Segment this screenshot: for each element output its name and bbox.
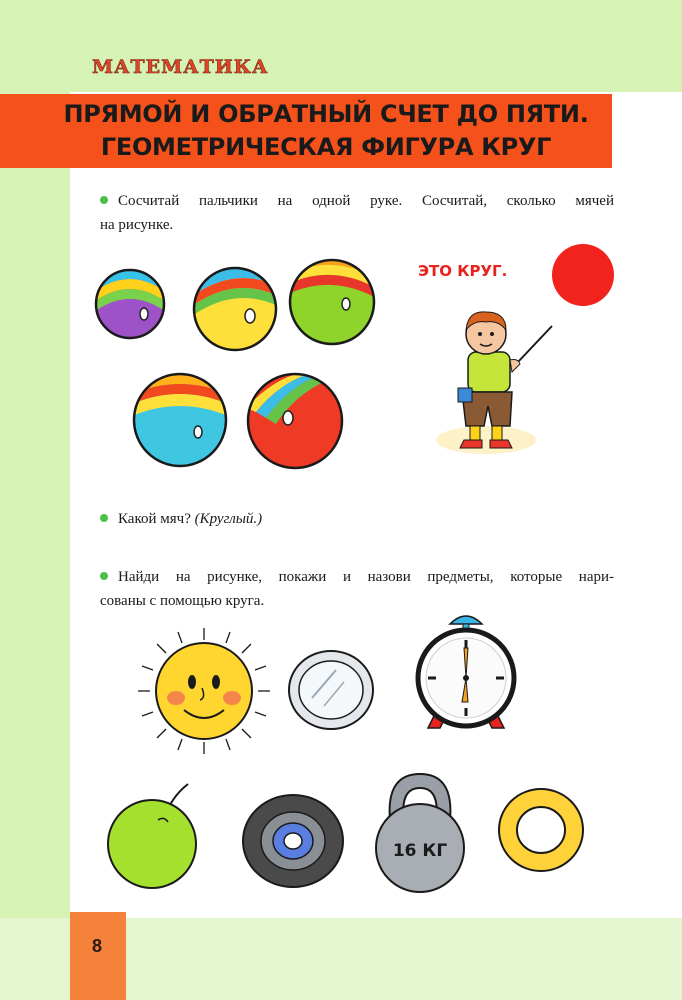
task2-answer: (Круглый.) bbox=[194, 511, 263, 527]
green-ball bbox=[288, 258, 376, 346]
red-ball bbox=[246, 372, 344, 470]
top-decor-band bbox=[0, 0, 682, 92]
blue-ball bbox=[132, 372, 228, 468]
subject-heading: МАТЕМАТИКА bbox=[92, 56, 269, 78]
kettlebell-label: 16 КГ bbox=[392, 841, 448, 861]
bullet-icon bbox=[100, 196, 108, 204]
task3-text-line-1: Найди на рисунке, покажи и назови предметы, которые нари- bbox=[118, 569, 614, 585]
purple-ball bbox=[94, 268, 166, 340]
lesson-title-line-2: ГЕОМЕТРИЧЕСКАЯ ФИГУРА КРУГ bbox=[100, 133, 552, 161]
task2-question-text: Какой мяч? bbox=[118, 511, 191, 527]
bullet-icon bbox=[100, 514, 108, 522]
bullet-icon bbox=[100, 572, 108, 580]
sun-icon bbox=[136, 626, 272, 756]
lesson-title-line-1: ПРЯМОЙ И ОБРАТНЫЙ СЧЕТ ДО ПЯТИ. bbox=[63, 100, 589, 128]
yellow-ball bbox=[192, 266, 278, 352]
apple-icon bbox=[100, 778, 210, 890]
task2-question bbox=[118, 508, 262, 530]
circle-caption: ЭТО КРУГ. bbox=[418, 262, 508, 280]
boy-with-pointer bbox=[428, 300, 558, 462]
red-circle-shape bbox=[552, 244, 614, 306]
task1-text-line-1: Сосчитай пальчики на одной руке. Сосчитай, сколько мячей bbox=[118, 193, 614, 209]
task3-text-line-2: сованы с помощью круга. bbox=[100, 593, 265, 609]
tire-icon bbox=[240, 792, 346, 890]
ring-bagel-icon bbox=[496, 786, 586, 874]
alarm-clock-icon bbox=[412, 608, 520, 732]
kettlebell-icon bbox=[370, 770, 470, 894]
task1-text-line-2: на рисунке. bbox=[100, 217, 174, 233]
page-number: 8 bbox=[92, 936, 103, 956]
plate-icon bbox=[286, 648, 376, 732]
